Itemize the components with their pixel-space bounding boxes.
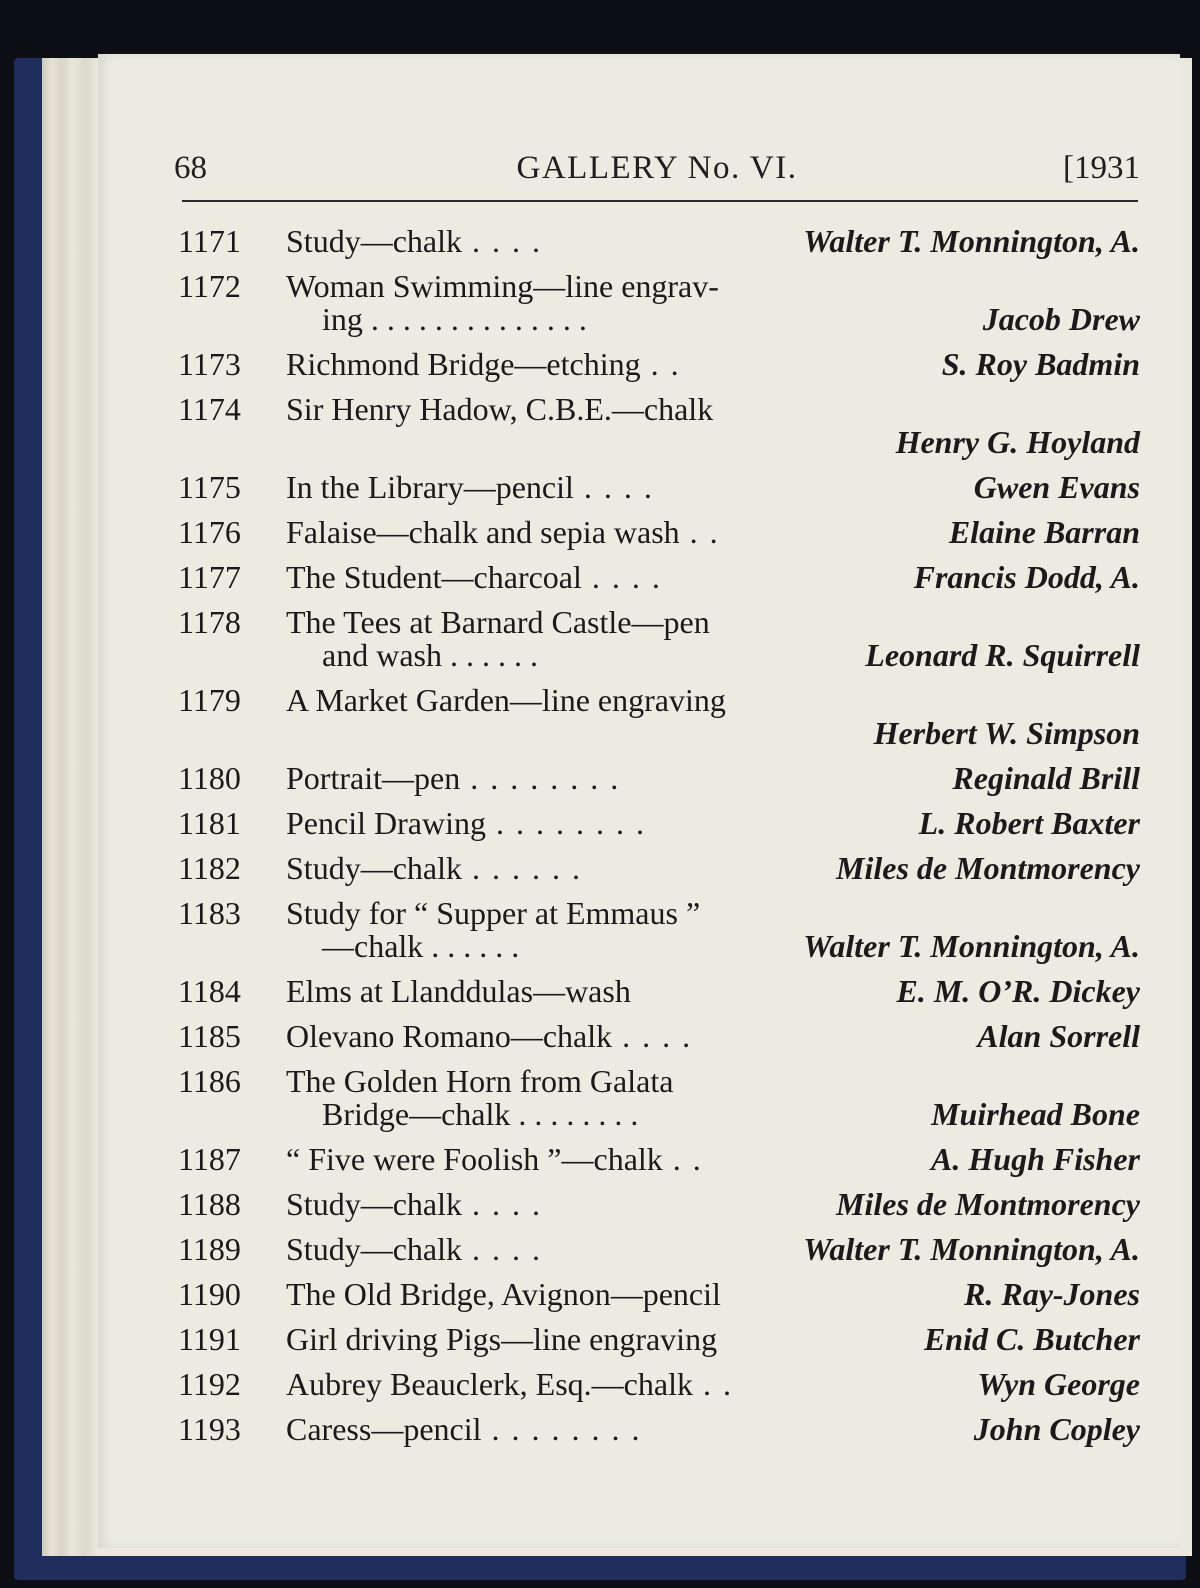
catalogue-entry <box>178 762 1140 795</box>
artist-name: R. Ray-Jones <box>964 1276 1140 1312</box>
entry-title-text: Study—chalk <box>286 223 462 259</box>
entry-title <box>286 393 1140 426</box>
artist-name: Elaine Barran <box>948 514 1140 550</box>
leader-dots: . . . . <box>612 1018 693 1054</box>
entry-title-continuation: Bridge—chalk . . . . . . . . <box>322 1096 639 1132</box>
catalogue-entry <box>178 1020 1140 1053</box>
entry-number: 1184 <box>178 973 241 1009</box>
entry-title-text: Pencil Drawing <box>286 805 486 841</box>
entry-title-text: Caress—pencil <box>286 1411 482 1447</box>
catalogue-entry <box>178 1323 1140 1356</box>
entry-title-text: In the Library—pencil <box>286 469 574 505</box>
entry-number: 1173 <box>178 346 241 382</box>
artist-name: Leonard R. Squirrell <box>865 637 1140 673</box>
entry-number: 1178 <box>178 604 241 640</box>
catalogue-entry <box>178 516 1140 549</box>
artist-name: Miles de Montmorency <box>836 1186 1140 1222</box>
artist-name: Wyn George <box>977 1366 1140 1402</box>
artist-name: John Copley <box>973 1411 1140 1447</box>
entry-number: 1193 <box>178 1411 241 1447</box>
artist-name: L. Robert Baxter <box>918 805 1140 841</box>
entry-title-text: Elms at Llanddulas—wash <box>286 973 631 1009</box>
artist-name: Francis Dodd, A. <box>913 559 1140 595</box>
artist-name: Gwen Evans <box>973 469 1140 505</box>
catalogue-entry <box>178 684 1140 750</box>
catalogue-entry <box>178 1188 1140 1221</box>
artist-name: Miles de Montmorency <box>836 850 1140 886</box>
entry-title <box>286 684 1140 717</box>
entry-title-text: The Tees at Barnard Castle—pen <box>286 604 710 640</box>
entry-number: 1187 <box>178 1141 241 1177</box>
entry-title-text: Olevano Romano—chalk <box>286 1018 613 1054</box>
catalogue-entry <box>178 606 1140 672</box>
entry-number: 1181 <box>178 805 241 841</box>
artist-name: Reginald Brill <box>952 760 1140 796</box>
entry-title <box>286 606 1140 639</box>
entry-title-text: Woman Swimming—line engrav- <box>286 268 719 304</box>
artist-name: E. M. O’R. Dickey <box>896 973 1140 1009</box>
entry-title-continuation: and wash . . . . . . <box>322 637 538 673</box>
catalogue-entry <box>178 393 1140 459</box>
entry-title <box>286 1065 1140 1098</box>
catalogue-entry <box>178 897 1140 963</box>
leader-dots: . . . . . . . . <box>481 1411 642 1447</box>
entry-number: 1190 <box>178 1276 241 1312</box>
entry-number: 1175 <box>178 469 241 505</box>
entry-number: 1172 <box>178 268 241 304</box>
entry-title-text: Study for “ Supper at Emmaus ” <box>286 895 701 931</box>
artist-name: Jacob Drew <box>982 301 1140 337</box>
entry-title-continuation: ing . . . . . . . . . . . . . . <box>322 301 587 337</box>
artist-name: Muirhead Bone <box>931 1096 1140 1132</box>
entry-number: 1182 <box>178 850 241 886</box>
entry-title-text: The Golden Horn from Galata <box>286 1063 674 1099</box>
entry-title-text: Falaise—chalk and sepia wash <box>286 514 680 550</box>
leader-dots: . . . . <box>461 223 542 259</box>
catalogue-entry <box>178 852 1140 885</box>
artist-name: Henry G. Hoyland <box>895 424 1140 460</box>
catalogue-list <box>178 225 1140 1458</box>
header-rule <box>182 200 1138 202</box>
catalogue-entry <box>178 270 1140 336</box>
entry-title-text: Study—chalk <box>286 1186 462 1222</box>
entry-number: 1176 <box>178 514 241 550</box>
catalogue-entry <box>178 1278 1140 1311</box>
leader-dots: . . <box>692 1366 733 1402</box>
entry-title-continuation: —chalk . . . . . . <box>322 928 520 964</box>
entry-title-text: A Market Garden—line engraving <box>286 682 726 718</box>
entry-number: 1191 <box>178 1321 241 1357</box>
entry-title-text: Portrait—pen <box>286 760 461 796</box>
catalogue-entry <box>178 1413 1140 1446</box>
entry-title <box>286 270 1140 303</box>
page-header <box>174 150 1140 190</box>
artist-name: Alan Sorrell <box>977 1018 1140 1054</box>
catalogue-entry <box>178 975 1140 1008</box>
entry-title-text: Study—chalk <box>286 850 462 886</box>
leader-dots: . . . . <box>573 469 654 505</box>
entry-number: 1180 <box>178 760 241 796</box>
catalogue-entry <box>178 471 1140 504</box>
entry-number: 1192 <box>178 1366 241 1402</box>
leader-dots: . . . . <box>461 1231 542 1267</box>
catalogue-year: [1931 <box>1063 150 1140 186</box>
entry-title-text: Study—chalk <box>286 1231 462 1267</box>
catalogue-entry <box>178 1143 1140 1176</box>
entry-title-text: Sir Henry Hadow, C.B.E.—chalk <box>286 391 714 427</box>
entry-number: 1174 <box>178 391 241 427</box>
leader-dots: . . . . <box>461 1186 542 1222</box>
catalogue-entry <box>178 561 1140 594</box>
leader-dots: . . . . . . <box>461 850 582 886</box>
entry-number: 1186 <box>178 1063 241 1099</box>
leader-dots: . . . . . . . . <box>485 805 646 841</box>
artist-name: Walter T. Monnington, A. <box>803 928 1140 964</box>
entry-title-text: “ Five were Foolish ”—chalk <box>286 1141 663 1177</box>
page-number: 68 <box>174 150 207 186</box>
entry-title <box>286 897 1140 930</box>
catalogue-entry <box>178 1065 1140 1131</box>
leader-dots: . . . . . . . . <box>460 760 621 796</box>
entry-title-text: Aubrey Beauclerk, Esq.—chalk <box>286 1366 693 1402</box>
entry-title-text: Richmond Bridge—etching <box>286 346 641 382</box>
artist-name: Walter T. Monnington, A. <box>803 223 1140 259</box>
artist-name: A. Hugh Fisher <box>931 1141 1140 1177</box>
artist-name: Walter T. Monnington, A. <box>803 1231 1140 1267</box>
entry-title-text: Girl driving Pigs—line engraving <box>286 1321 718 1357</box>
entry-number: 1188 <box>178 1186 241 1222</box>
catalogue-entry <box>178 225 1140 258</box>
gallery-title: GALLERY No. VI. <box>516 150 798 186</box>
artist-name: Enid C. Butcher <box>923 1321 1140 1357</box>
artist-name: S. Roy Badmin <box>941 346 1140 382</box>
entry-number: 1185 <box>178 1018 241 1054</box>
catalogue-entry <box>178 348 1140 381</box>
artist-name: Herbert W. Simpson <box>873 715 1140 751</box>
entry-title-text: The Student—charcoal <box>286 559 582 595</box>
entry-number: 1171 <box>178 223 241 259</box>
leader-dots: . . <box>679 514 720 550</box>
entry-number: 1183 <box>178 895 241 931</box>
leader-dots: . . . . <box>581 559 662 595</box>
entry-number: 1189 <box>178 1231 241 1267</box>
entry-title-text: The Old Bridge, Avignon—pencil <box>286 1276 721 1312</box>
entry-number: 1179 <box>178 682 241 718</box>
leader-dots: . . <box>662 1141 703 1177</box>
leader-dots: . . <box>640 346 681 382</box>
catalogue-entry <box>178 1233 1140 1266</box>
catalogue-entry <box>178 807 1140 840</box>
entry-number: 1177 <box>178 559 241 595</box>
catalogue-entry <box>178 1368 1140 1401</box>
